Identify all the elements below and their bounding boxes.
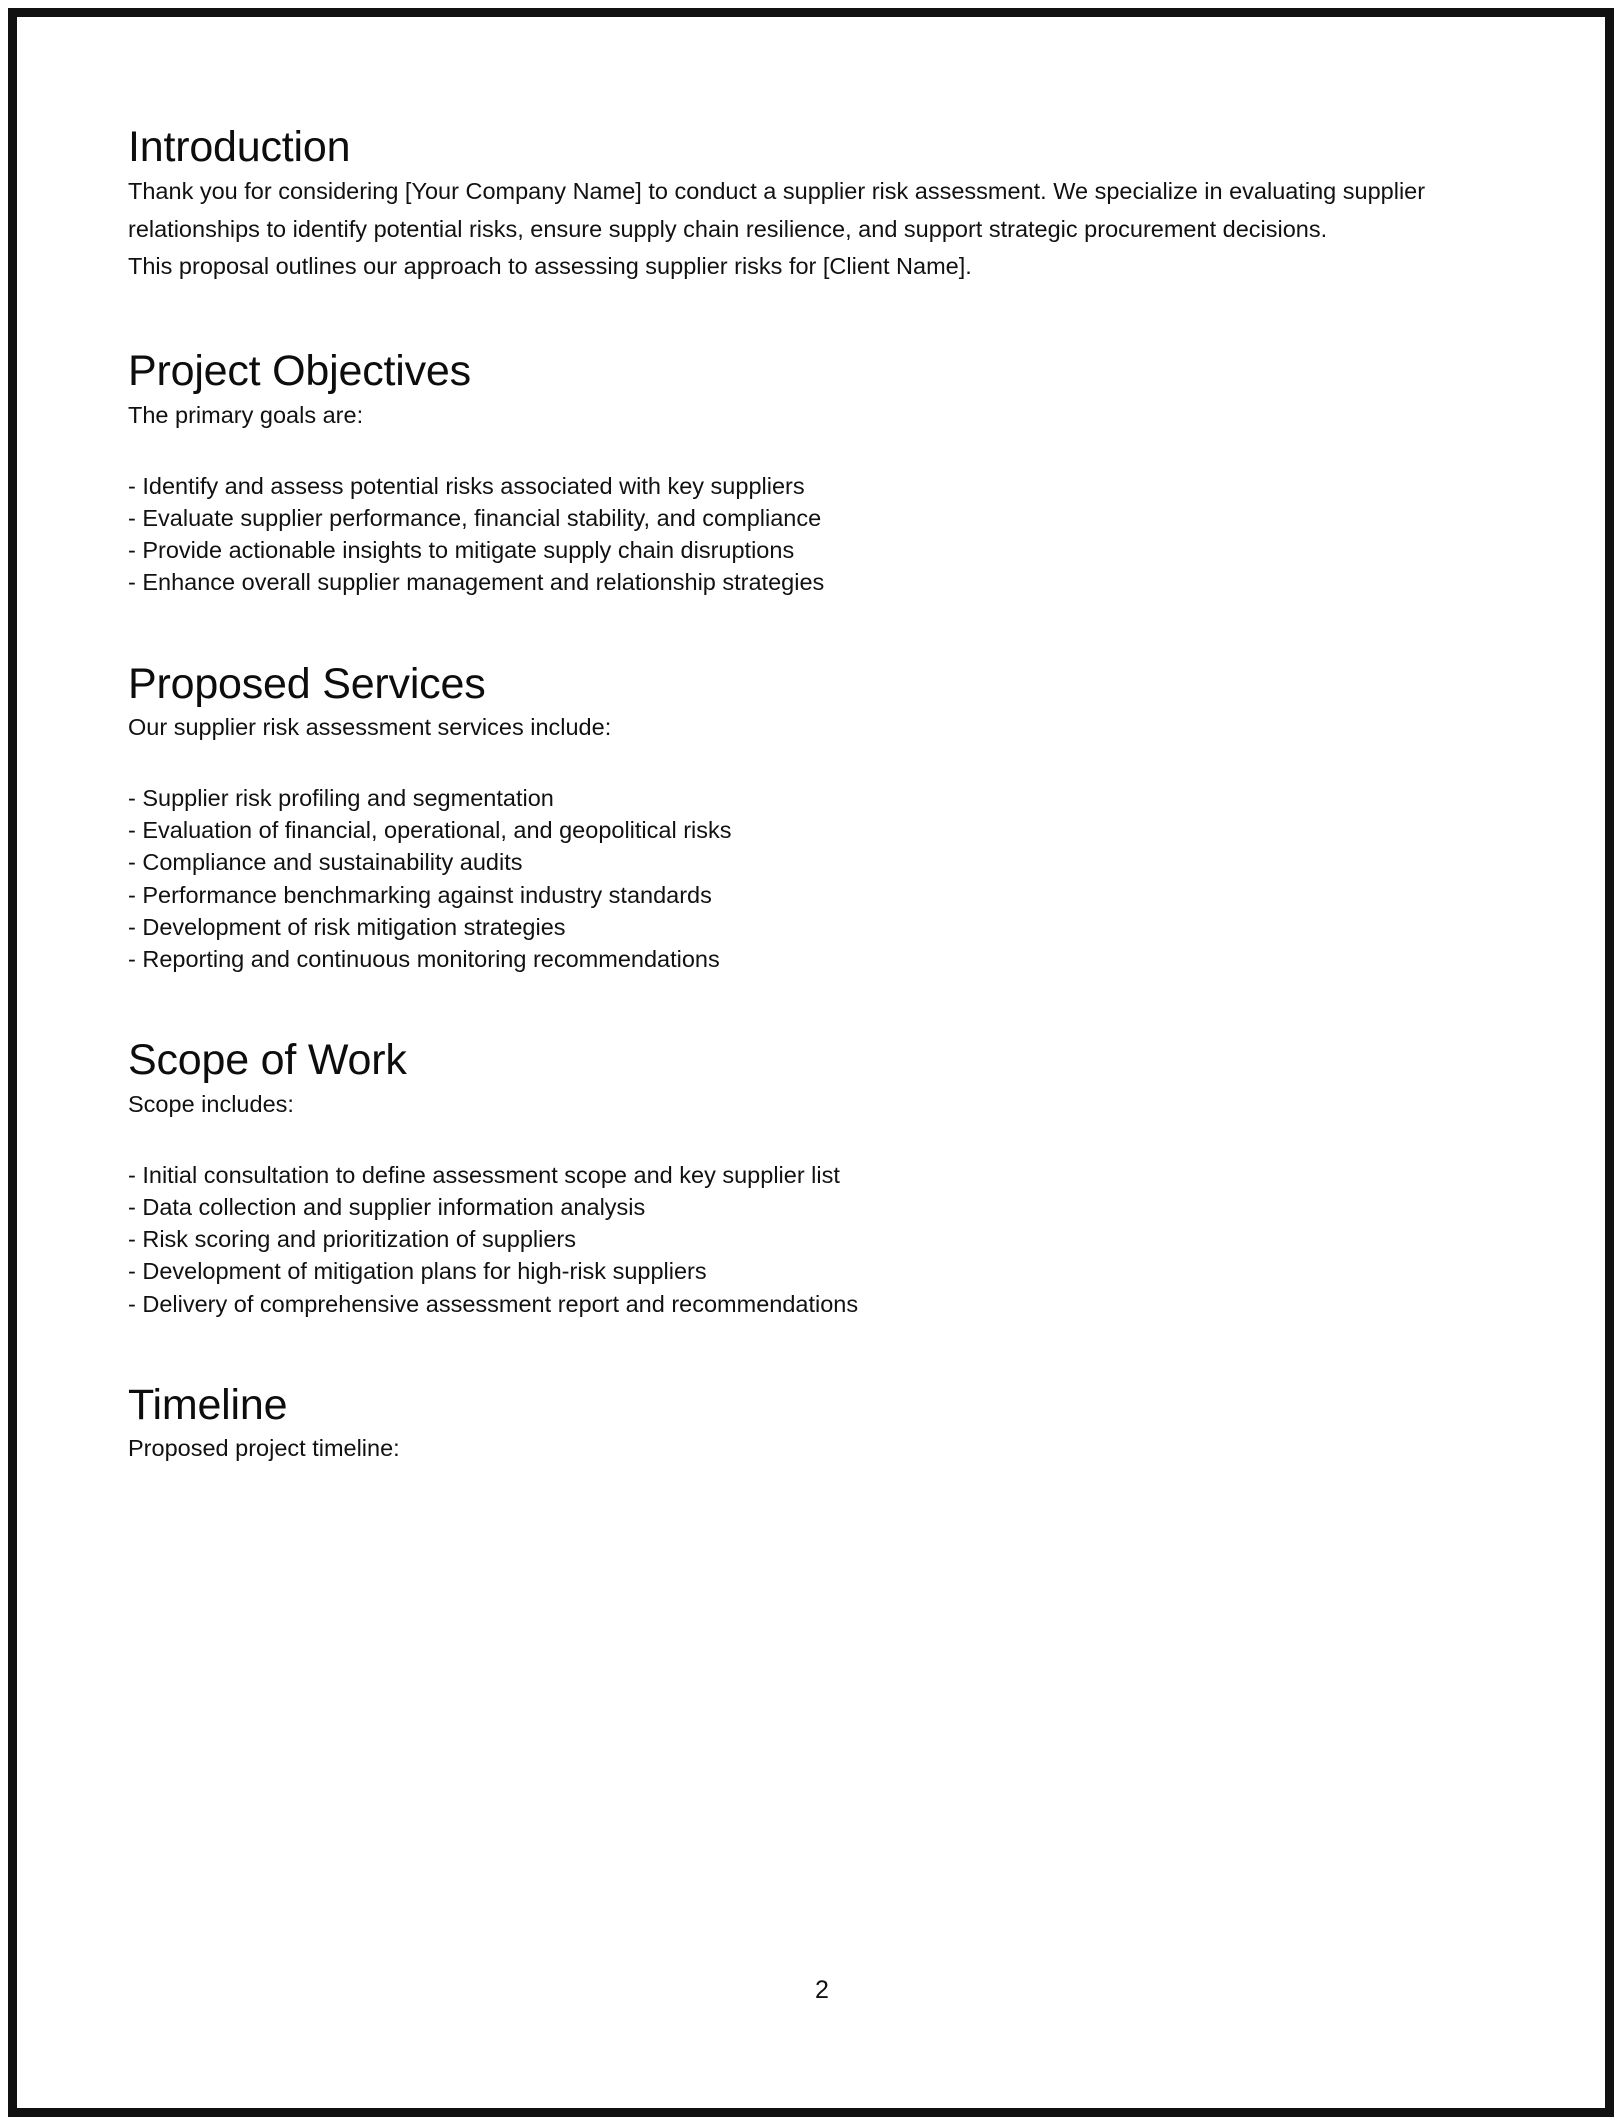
section-heading-introduction: Introduction (128, 123, 351, 171)
proposed-services-intro: Our supplier risk assessment services include: (128, 714, 612, 741)
page-number-value: 2 (815, 1976, 829, 2004)
introduction-paragraph-1: Thank you for considering [Your Company Name] to conduct a supplier risk assessment. We specialize in evaluating supplier relationships to identify potential risks, ensure supply chain resilience, and support strategic procurement decisions. (128, 177, 1426, 242)
section-proposed-services (128, 659, 1458, 976)
document-body (128, 122, 1458, 1468)
section-heading-timeline: Timeline (128, 1380, 288, 1429)
introduction-paragraph-2: This proposal outlines our approach to assessing supplier risks for [Client Name]. (128, 253, 972, 280)
list-item: - Delivery of comprehensive assessment report and recommendations (128, 1290, 859, 1317)
project-objectives-list (128, 470, 1458, 599)
section-timeline (128, 1380, 1458, 1469)
list-item: - Risk scoring and prioritization of suppliers (128, 1226, 576, 1253)
section-heading-scope-of-work: Scope of Work (128, 1036, 407, 1085)
section-heading-project-objectives: Project Objectives (128, 347, 471, 396)
list-item: - Provide actionable insights to mitigate supply chain disruptions (128, 537, 795, 564)
list-item: - Evaluate supplier performance, financial stability, and compliance (128, 504, 822, 531)
list-item: - Data collection and supplier information analysis (128, 1193, 646, 1220)
section-heading-proposed-services: Proposed Services (128, 659, 486, 708)
list-item: - Performance benchmarking against industry standards (128, 881, 712, 908)
list-item: - Evaluation of financial, operational, and geopolitical risks (128, 817, 732, 844)
page-number-footer (17, 1978, 1605, 2003)
timeline-intro: Proposed project timeline: (128, 1435, 400, 1462)
scope-of-work-list (128, 1159, 1458, 1320)
section-scope-of-work (128, 1035, 1458, 1320)
list-item: - Identify and assess potential risks associated with key suppliers (128, 472, 805, 499)
scope-of-work-intro: Scope includes: (128, 1090, 294, 1117)
list-item: - Development of risk mitigation strategies (128, 913, 566, 940)
page-border-frame (8, 8, 1614, 2117)
list-item: - Compliance and sustainability audits (128, 849, 523, 876)
list-item: - Initial consultation to define assessment scope and key supplier list (128, 1161, 840, 1188)
list-item: - Supplier risk profiling and segmentation (128, 785, 554, 812)
page-canvas (17, 17, 1605, 2108)
list-item: - Reporting and continuous monitoring recommendations (128, 946, 720, 973)
list-item: - Enhance overall supplier management and relationship strategies (128, 569, 825, 596)
section-introduction (128, 122, 1458, 286)
section-project-objectives (128, 346, 1458, 598)
list-item: - Development of mitigation plans for high-risk suppliers (128, 1258, 707, 1285)
project-objectives-intro: The primary goals are: (128, 401, 364, 428)
proposed-services-list (128, 782, 1458, 975)
